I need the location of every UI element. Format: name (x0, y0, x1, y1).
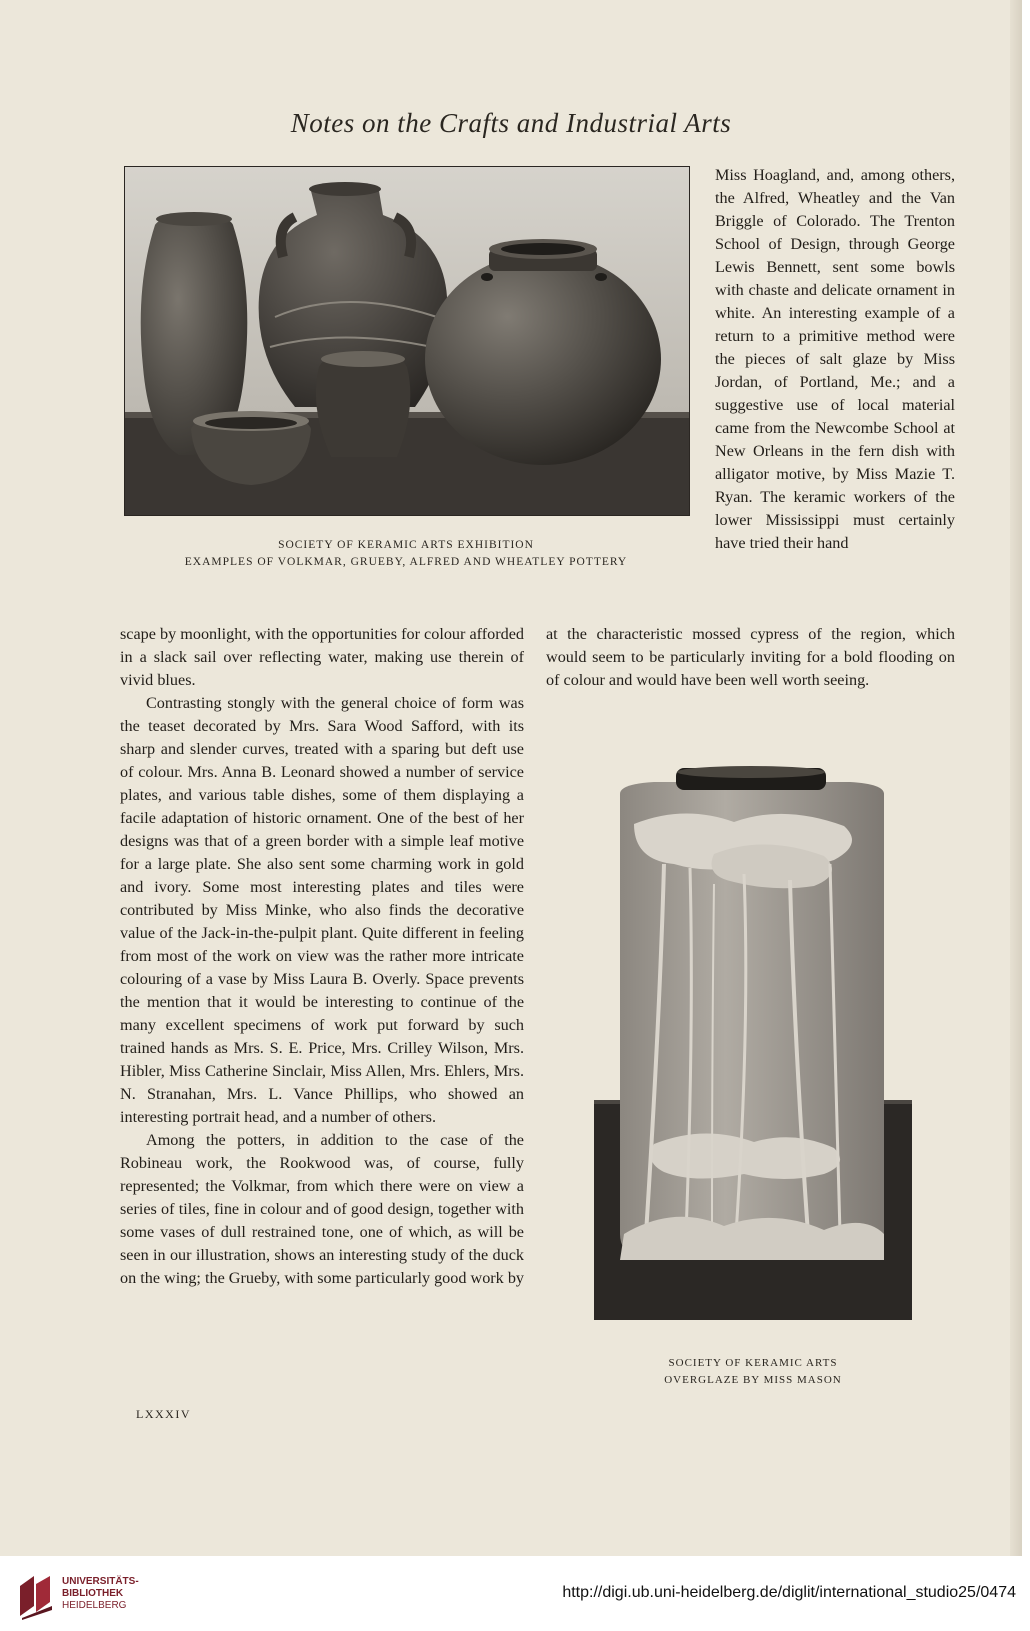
paragraph-left-1: scape by moonlight, with the opportunities for colour afforded in a slack sail over reflecting water, making use therein of vivid blues. (120, 625, 524, 689)
left-column (120, 623, 524, 1290)
library-name (62, 1576, 139, 1612)
figure1-caption (124, 537, 688, 571)
library-name-line2: BIBLIOTHEK (62, 1588, 124, 1599)
library-name-line1: UNIVERSITÄTS- (62, 1576, 139, 1587)
viewer-footer (0, 1556, 1030, 1631)
figure1-caption-line2: EXAMPLES OF VOLKMAR, GRUEBY, ALFRED AND WHEATLEY POTTERY (184, 556, 628, 568)
overglaze-vase-photo (594, 764, 912, 1320)
paragraph-right-bottom: at the characteristic mossed cypress of the region, which would seem to be particularly inviting for a bold flooding on of colour and would have been well worth seeing. (546, 625, 955, 689)
source-url-link[interactable]: http://digi.ub.uni-heidelberg.de/diglit/international_studio25/0474 (562, 1584, 1016, 1601)
paragraph-left-2: Contrasting stongly with the general choice of form was the teaset decorated by Mrs. Sara Wood Safford, with its sharp and slender curves, treated with a sparing but deft use of colour. Mrs. Anna B. Leonard showed a number of service plates, and various table dishes, some of them displaying a facile adaptation of historic ornament. One of the best of her designs was that of a green border with a simple leaf motive for a large plate. She also sent some charming work in gold and ivory. Some most interesting plates and tiles were contributed by Miss Minke, who also finds the decorative value of the Jack-in-the-pulpit plant. Quite different in feeling from most of the work on view was the rather more intricate colouring of a vase by Miss Laura B. Overly. Space prevents the mention that it would be interesting to continue of the many excellent specimens of work put forward by such trained hands as Mrs. S. E. Price, Mrs. Crilley Wilson, Mrs. Hibler, Miss Catherine Sinclair, Miss Allen, Mrs. Ehlers, Mrs. N. Stranahan, Mrs. L. Vance Phillips, who showed an interesting portrait head, and a number of others. (120, 694, 524, 1126)
running-header: Notes on the Crafts and Industrial Arts (290, 108, 732, 138)
library-logo-icon (14, 1572, 58, 1620)
paragraph-left-3: Among the potters, in addition to the case of the Robineau work, the Rookwood was, of course, fully represented; the Volkmar, from which there were on view a series of tiles, fine in colour and of good design, together with some vases of dull restrained tone, one of which, as will be seen in our illustration, shows an interesting study of the duck on the wing; the Grueby, with some particularly good work by (120, 1131, 525, 1287)
pottery-group-photo (124, 166, 690, 516)
figure2-caption-line2: OVERGLAZE BY MISS MASON (664, 1374, 842, 1386)
right-column-top (715, 164, 955, 555)
figure2-caption-line1: SOCIETY OF KERAMIC ARTS (668, 1357, 838, 1369)
figure2-caption (594, 1355, 912, 1389)
paragraph-right-top: Miss Hoagland, and, among others, the Alfred, Wheatley and the Van Briggle of Colorado. The Trenton School of Design, through George Lewis Bennett, sent some bowls with chaste and delicate ornament in white. An interesting example of a return to a primitive method were the pieces of salt glaze by Miss Jordan, of Portland, Me.; and a suggestive use of local material came from the Newcombe School at New Orleans in the fern dish with alligator motive, by Miss Mazie T. Ryan. The keramic workers of the lower Mississippi must certainly have tried their hand (715, 166, 955, 552)
library-name-line3: HEIDELBERG (62, 1600, 127, 1611)
tree-vase-illustration (594, 764, 912, 1320)
right-column-bottom (546, 623, 955, 692)
page-number: LXXXIV (136, 1407, 191, 1421)
figure1-caption-line1: SOCIETY OF KERAMIC ARTS EXHIBITION (278, 539, 534, 551)
pottery-group-illustration (125, 167, 689, 515)
